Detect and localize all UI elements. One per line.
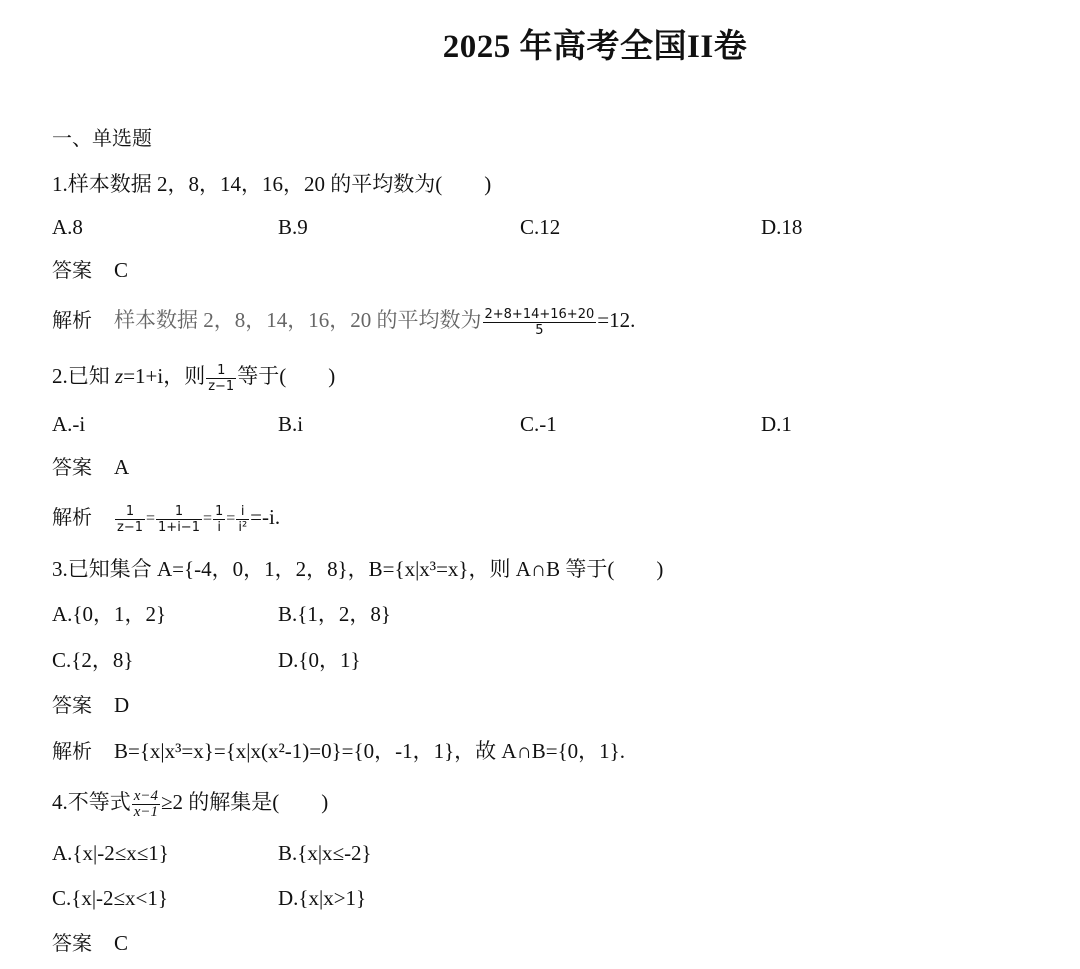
fraction-numerator: x−4 (133, 787, 159, 804)
page-title: 2025 年高考全国II卷 (442, 29, 748, 65)
q2-step-2 (156, 504, 202, 535)
answer-label: 答案 (52, 455, 92, 479)
q3-answer-row (52, 691, 129, 719)
q1-option-b: B.9 (278, 215, 308, 239)
q3-option-b: B.{1，2，8} (278, 602, 391, 626)
q2-analysis-result: =-i. (250, 505, 281, 529)
fraction-numerator: 1 (206, 363, 236, 379)
q3-option-a: A.{0，1，2} (52, 602, 167, 626)
q2-option-b: B.i (278, 412, 304, 436)
q4-option-c: C.{x|-2≤x<1} (52, 886, 168, 910)
fraction-numerator: 1 (215, 503, 224, 519)
q2-step-1 (115, 504, 145, 535)
fraction-numerator: 1 (156, 504, 202, 520)
q1-analysis-fraction (483, 307, 597, 338)
question-1-stem: 1.样本数据 2，8，14，16，20 的平均数为( ) (52, 172, 492, 196)
q1-analysis-text: 样本数据 2，8，14，16，20 的平均数为 (114, 308, 482, 332)
answer-label: 答案 (52, 931, 92, 955)
question-4-stem (52, 788, 328, 820)
question-3-stem: 3.已知集合 A={-4，0，1，2，8}，B={x|x³=x}，则 A∩B 等于( ) (52, 557, 664, 581)
q2-stem-eq: =1+i，则 (123, 364, 206, 388)
answer-label: 答案 (52, 258, 92, 282)
q1-option-c: C.12 (520, 215, 561, 239)
q2-answer: A (114, 455, 130, 479)
q3-answer: D (114, 693, 130, 717)
q2-option-d: D.1 (761, 412, 792, 436)
fraction-denominator: i² (238, 519, 248, 535)
fraction-denominator: z−1 (117, 519, 143, 535)
q4-stem-fraction (132, 789, 160, 820)
fraction-numerator: 2+8+14+16+20 (484, 306, 595, 322)
q4-answer-row (52, 929, 128, 957)
q1-analysis-row (52, 306, 635, 338)
fraction-numerator: i (236, 504, 249, 520)
q2-stem-pre: 2.已知 (52, 364, 115, 388)
q4-stem-pre: 4.不等式 (52, 790, 131, 814)
question-2-stem (52, 362, 335, 394)
q3-option-c: C.{2，8} (52, 648, 134, 672)
q4-answer: C (114, 931, 129, 955)
q2-step-3 (213, 504, 225, 535)
fraction-denominator: z−1 (208, 378, 235, 394)
q2-option-c: C.-1 (520, 412, 557, 436)
q4-option-b: B.{x|x≤-2} (278, 841, 372, 865)
q4-stem-post: ≥2 的解集是( ) (161, 790, 329, 814)
equals-sign: = (202, 510, 213, 528)
q1-answer-row (52, 256, 128, 284)
q2-answer-row (52, 453, 129, 481)
q2-step-4 (236, 504, 249, 535)
analysis-label: 解析 (52, 308, 92, 332)
q2-option-a: A.-i (52, 412, 86, 436)
q1-answer: C (114, 258, 129, 282)
q4-option-d: D.{x|x>1} (278, 886, 367, 910)
q1-option-a: A.8 (52, 215, 83, 239)
answer-label: 答案 (52, 693, 92, 717)
q3-option-d: D.{0，1} (278, 648, 361, 672)
analysis-label: 解析 (52, 739, 92, 763)
fraction-numerator: 1 (115, 504, 145, 520)
analysis-label: 解析 (52, 505, 92, 529)
q2-stem-fraction (206, 363, 236, 394)
section-heading: 一、单选题 (52, 126, 152, 150)
q3-analysis: B={x|x³=x}={x|x(x²-1)=0}={0，-1，1}，故 A∩B={0，1}. (114, 739, 626, 763)
q1-analysis-result: =12. (597, 308, 636, 332)
fraction-denominator: i (217, 519, 221, 535)
q2-stem-post: 等于( ) (237, 364, 336, 388)
q2-analysis-row (52, 503, 280, 535)
q1-option-d: D.18 (761, 215, 803, 239)
q3-analysis-row (52, 737, 625, 765)
q4-option-a: A.{x|-2≤x≤1} (52, 841, 169, 865)
equals-sign: = (226, 510, 236, 528)
fraction-denominator: x−1 (133, 803, 159, 820)
fraction-denominator: 1+i−1 (158, 519, 200, 535)
equals-sign: = (146, 510, 156, 528)
q2-variable: z (115, 364, 124, 388)
fraction-denominator: 5 (535, 322, 544, 338)
